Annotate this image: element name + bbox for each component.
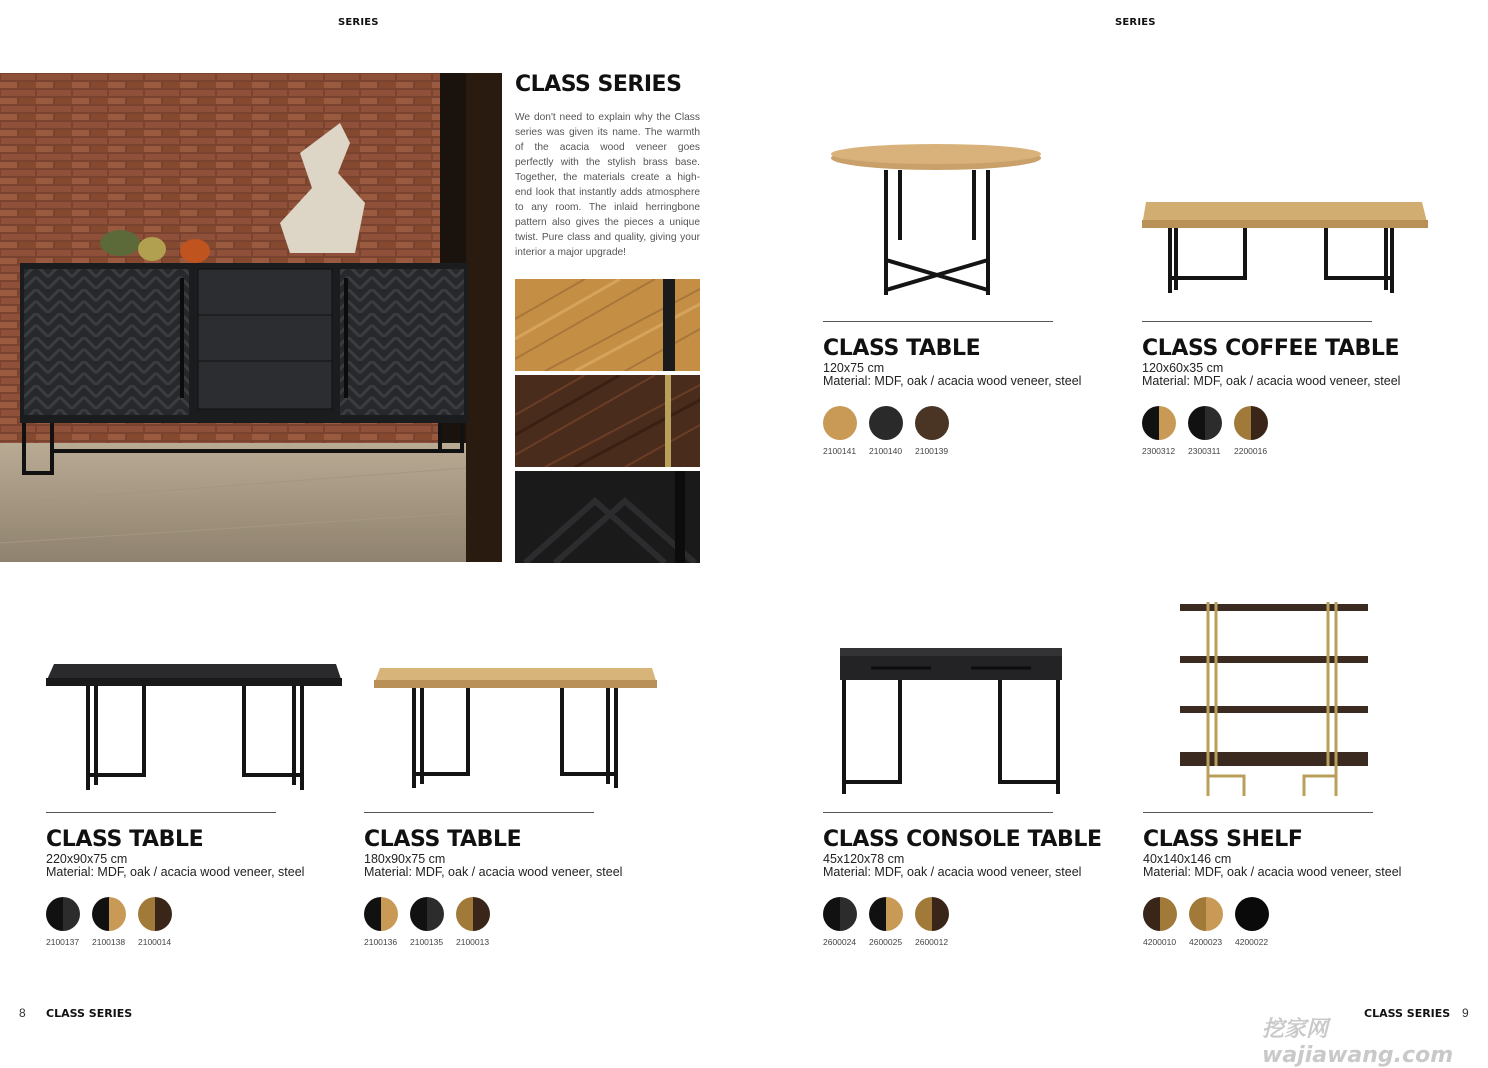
product-card [364,812,634,947]
material-sample-black [515,471,700,563]
article-code: 2100139 [915,446,949,456]
product-dimensions: 220x90x75 cm [46,852,128,866]
page-number-left: 8 [19,1006,26,1020]
article-code: 2600025 [869,937,903,947]
product-material: Material: MDF, oak / acacia wood veneer, steel [823,374,1082,388]
footer-label-left: CLASS SERIES [46,1007,133,1020]
article-code: 2100136 [364,937,398,947]
color-swatch[interactable] [915,406,949,440]
color-swatch[interactable] [410,897,444,931]
article-codes [823,937,1102,947]
color-swatches [823,406,1093,440]
color-swatch[interactable] [869,897,903,931]
color-swatch[interactable] [138,897,172,931]
product-card [823,321,1093,456]
series-description: We don't need to explain why the Class series was given its name. The warmth of the acacia wood veneer goes perfectly with the stylish brass base. Together, the materials create a high-end look that instantly adds atmosphere to any room. The inlaid herringbone pattern also gives the pieces a unique twist. Pure class and quality, giving your interior a major upgrade! [515,112,700,258]
product-name: CLASS COFFEE TABLE [1142,336,1400,361]
color-swatches [823,897,1102,931]
product-name: CLASS TABLE [364,827,522,852]
color-swatch[interactable] [364,897,398,931]
article-code: 2100013 [456,937,490,947]
color-swatch[interactable] [869,406,903,440]
divider [823,321,1053,322]
hero-photo-sideboard [0,73,502,562]
article-code: 2100138 [92,937,126,947]
color-swatch[interactable] [46,897,80,931]
article-code: 4200010 [1143,937,1177,947]
color-swatch[interactable] [1143,897,1177,931]
article-code: 4200023 [1189,937,1223,947]
site-watermark: 挖家网 wajiawang.com [1262,1017,1454,1068]
color-swatches [1143,897,1413,931]
product-image-class-table-180 [372,666,662,801]
color-swatch[interactable] [1235,897,1269,931]
color-swatch[interactable] [1188,406,1222,440]
divider [1142,321,1372,322]
color-swatch[interactable] [915,897,949,931]
article-codes [1142,446,1412,456]
article-code: 4200022 [1235,937,1269,947]
color-swatch[interactable] [1189,897,1223,931]
product-name: CLASS SHELF [1143,827,1303,852]
article-codes [364,937,634,947]
product-dimensions: 120x60x35 cm [1142,361,1224,375]
product-card [1142,321,1412,456]
product-name: CLASS CONSOLE TABLE [823,827,1102,852]
color-swatches [1142,406,1412,440]
material-sample-acacia [515,375,700,467]
color-swatch[interactable] [1234,406,1268,440]
product-card [1143,812,1413,947]
article-code: 2600024 [823,937,857,947]
article-code: 2200016 [1234,446,1268,456]
product-image-class-coffee-table [1140,198,1430,303]
article-code: 2100141 [823,446,857,456]
product-card [46,812,316,947]
article-code: 2100140 [869,446,903,456]
color-swatch[interactable] [1142,406,1176,440]
article-code: 2300312 [1142,446,1176,456]
product-name: CLASS TABLE [46,827,204,852]
material-sample-oak [515,279,700,371]
product-material: Material: MDF, oak / acacia wood veneer, steel [1143,865,1402,879]
product-dimensions: 120x75 cm [823,361,885,375]
product-image-class-shelf [1178,600,1373,805]
product-dimensions: 180x90x75 cm [364,852,446,866]
color-swatch[interactable] [92,897,126,931]
series-title: CLASS SERIES [515,72,682,97]
article-code: 2300311 [1188,446,1221,456]
page-number-right: 9 [1462,1006,1469,1020]
product-image-class-console-table [836,644,1066,804]
product-dimensions: 45x120x78 cm [823,852,905,866]
product-image-class-table-round [828,140,1048,305]
product-material: Material: MDF, oak / acacia wood veneer, steel [1142,374,1401,388]
article-code: 2100137 [46,937,80,947]
divider [1143,812,1373,813]
footer-label-right: CLASS SERIES [1364,1007,1451,1020]
divider [823,812,1053,813]
product-image-class-table-220 [44,660,344,800]
divider [46,812,276,813]
article-codes [823,446,1093,456]
color-swatch[interactable] [456,897,490,931]
article-code: 2100135 [410,937,444,947]
color-swatch[interactable] [823,897,857,931]
product-dimensions: 40x140x146 cm [1143,852,1232,866]
product-name: CLASS TABLE [823,336,981,361]
article-code: 2600012 [915,937,949,947]
product-card [823,812,1102,947]
product-material: Material: MDF, oak / acacia wood veneer, steel [364,865,623,879]
article-code: 2100014 [138,937,172,947]
article-codes [1143,937,1413,947]
color-swatches [364,897,634,931]
page-header-right: SERIES [1115,17,1156,28]
product-material: Material: MDF, oak / acacia wood veneer, steel [46,865,305,879]
color-swatches [46,897,316,931]
divider [364,812,594,813]
product-material: Material: MDF, oak / acacia wood veneer, steel [823,865,1082,879]
color-swatch[interactable] [823,406,857,440]
page-header-left: SERIES [338,17,379,28]
article-codes [46,937,316,947]
